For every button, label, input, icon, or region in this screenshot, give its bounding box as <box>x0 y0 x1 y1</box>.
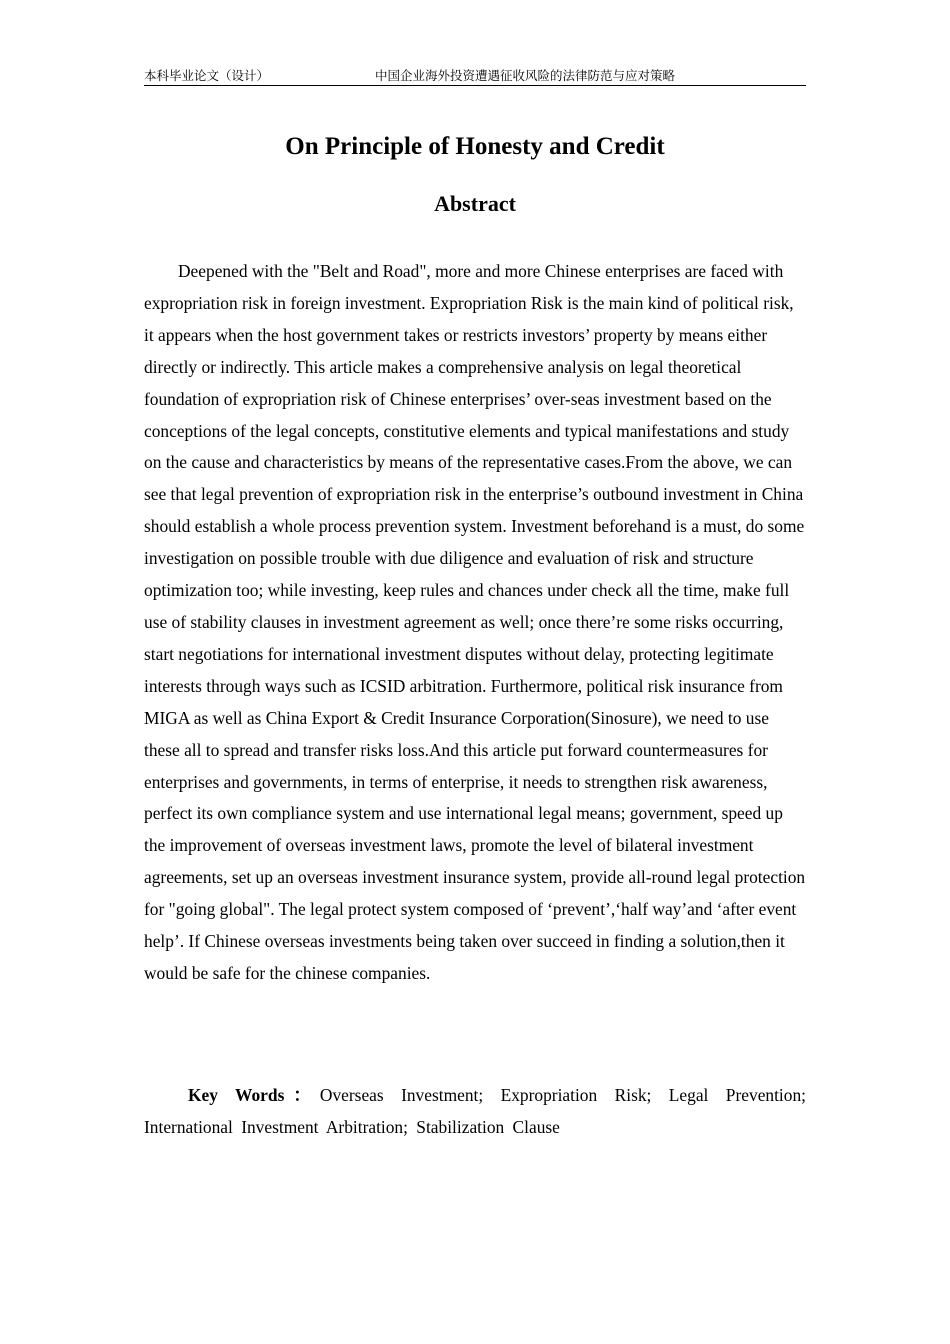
keywords-text: Overseas Investment; Expropriation Risk; Legal Prevention; International Investment Arbitration; Stabilization Clause <box>144 1085 806 1137</box>
header-left-text: 本科毕业论文（设计） <box>144 68 270 83</box>
header-right-text: 中国企业海外投资遭遇征收风险的法律防范与应对策略 <box>375 68 676 83</box>
keywords-label: Key Words： <box>188 1085 320 1105</box>
abstract-heading: Abstract <box>434 191 516 216</box>
abstract-body: Deepened with the "Belt and Road", more and more Chinese enterprises are faced with expropriation risk in foreign investment. Expropriation Risk is the main kind of political risk, it appears when the host government takes or restricts investors’ property by means either directly or indirectly. This article makes a comprehensive analysis on legal theoretical foundation of expropriation risk of Chinese enterprises’ over-seas investment based on the conceptions of the legal concepts, constitutive elements and typical manifestations and study on the cause and characteristics by means of the representative cases.From the above, we can see that legal prevention of expropriation risk in the enterprise’s outbound investment in China should establish a whole process prevention system. Investment beforehand is a must, do some investigation on possible trouble with due diligence and evaluation of risk and structure optimization too; while investing, keep rules and chances under check all the time, make full use of stability clauses in investment agreement as well; once there’re some risks occurring, start negotiations for international investment disputes without delay, protecting legitimate interests through ways such as ICSID arbitration. Furthermore, political risk insurance from MIGA as well as China Export & Credit Insurance Corporation(Sinosure), we need to use these all to spread and transfer risks loss.And this article put forward countermeasures for enterprises and governments, in terms of enterprise, it needs to strengthen risk awareness, perfect its own compliance system and use international legal means; government, speed up the improvement of overseas investment laws, promote the level of bilateral investment agreements, set up an overseas investment insurance system, provide all-round legal protection for "going global". The legal protect system composed of ‘prevent’,‘half way’and ‘after event help’. If Chinese overseas investments being taken over succeed in finding a solution,then it would be safe for the chinese companies. <box>144 261 806 983</box>
running-header <box>144 66 806 86</box>
keywords-paragraph <box>144 1079 806 1143</box>
paper-title: On Principle of Honesty and Credit <box>285 133 665 160</box>
